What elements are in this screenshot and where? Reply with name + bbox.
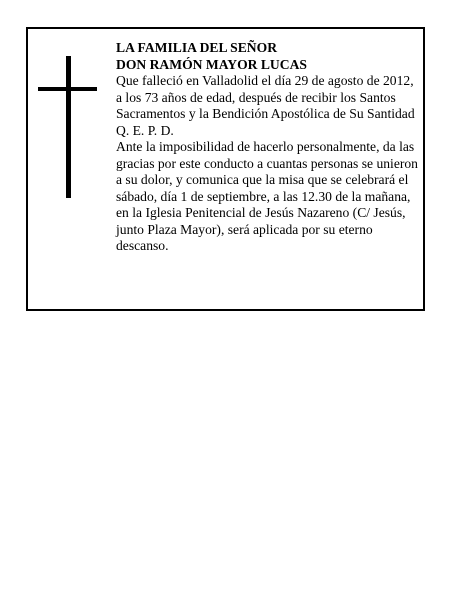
mass-notice-line: gracias por este conducto a cuantas personas se unieron bbox=[116, 155, 418, 171]
death-notice-line: Sacramentos y la Bendición Apostólica de Su Santidad bbox=[116, 106, 415, 121]
obituary-notice bbox=[26, 27, 425, 311]
death-notice-line: Que falleció en Valladolid el día 29 de agosto de 2012, bbox=[116, 73, 414, 88]
cross-vertical-bar bbox=[66, 56, 71, 198]
death-notice-line: a los 73 años de edad, después de recibir los Santos bbox=[116, 89, 396, 105]
death-notice-line: Q. E. P. D. bbox=[116, 122, 174, 138]
mass-notice-line: junto Plaza Mayor), será aplicada por su eterno bbox=[116, 221, 373, 237]
mass-notice-line: a su dolor, y comunica que la misa que se celebrará el bbox=[116, 172, 409, 187]
cross-horizontal-bar bbox=[38, 87, 97, 91]
latin-cross-icon bbox=[28, 29, 128, 229]
mass-notice-line: Ante la imposibilidad de hacerlo personalmente, da las bbox=[116, 139, 415, 154]
mass-notice-line: en la Iglesia Penitencial de Jesús Nazareno (C/ Jesús, bbox=[116, 205, 406, 220]
heading-line-name: DON RAMÓN MAYOR LUCAS bbox=[116, 56, 307, 72]
heading-line-family: LA FAMILIA DEL SEÑOR bbox=[116, 40, 278, 55]
mass-notice-line: descanso. bbox=[116, 238, 169, 253]
notice-text bbox=[116, 40, 421, 255]
mass-notice-line: sábado, día 1 de septiembre, a las 12.30 de la mañana, bbox=[116, 188, 411, 204]
